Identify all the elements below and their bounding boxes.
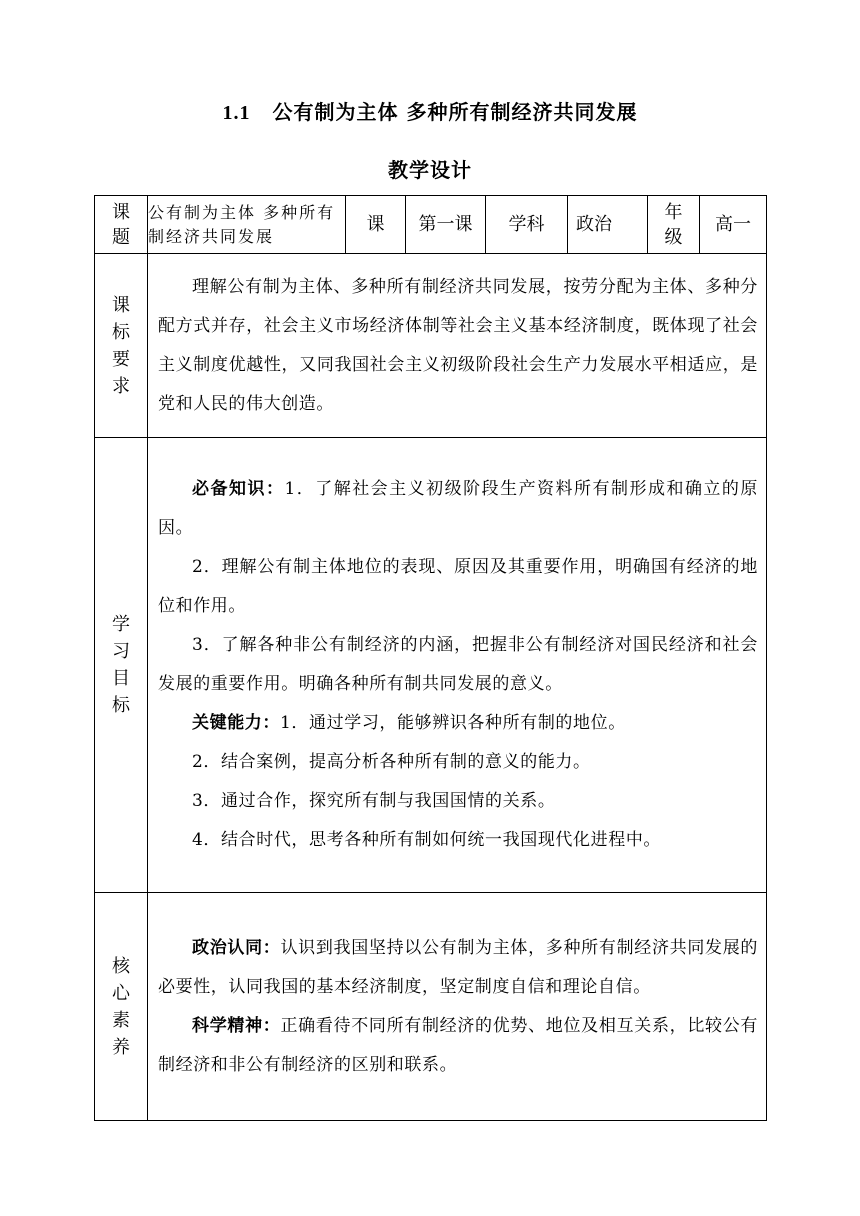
ability-item: 4．结合时代，思考各种所有制如何统一我国现代化进程中。 xyxy=(192,830,662,850)
ability-item: 3．通过合作，探究所有制与我国国情的关系。 xyxy=(192,791,556,811)
knowledge-item-text: 1．了解社会主义初级阶段生产资料所有制形成和确立的原因。 xyxy=(158,479,759,538)
science-heading: 科学精神： xyxy=(192,1015,281,1036)
standard-label xyxy=(95,254,148,438)
core-label-char: 核 xyxy=(112,955,130,977)
goals-label-char: 习 xyxy=(112,641,130,662)
document-subtitle: 教学设计 xyxy=(388,158,472,182)
standard-label-char: 要 xyxy=(112,348,130,370)
topic-label: 课题 xyxy=(112,201,130,248)
core-label-char: 素 xyxy=(112,1009,130,1031)
lesson-plan-table xyxy=(94,195,767,1121)
standard-label-char: 求 xyxy=(112,375,130,397)
topic-label-cell xyxy=(95,196,148,254)
standard-label-char: 标 xyxy=(112,321,130,343)
standard-text: 理解公有制为主体、多种所有制经济共同发展，按劳分配为主体、多种分配方式并存，社会主义市场经济体制等社会主义基本经济制度，既体现了社会主义制度优越性，又同我国社会主义初级阶段社会生产力发展水平相适应，是党和人民的伟大创造。 xyxy=(158,276,758,414)
title-number: 1.1 xyxy=(222,102,251,124)
grade-value: 高一 xyxy=(700,196,767,254)
ability-item xyxy=(158,704,758,743)
science-paragraph xyxy=(158,1007,758,1085)
ability-heading: 关键能力： xyxy=(192,713,280,733)
knowledge-item: 2．理解公有制主体地位的表现、原因及其重要作用，明确国有经济的地位和作用。 xyxy=(158,557,758,616)
title-text: 公有制为主体 多种所有制经济共同发展 xyxy=(272,100,638,124)
goals-label-char: 学 xyxy=(112,614,130,635)
core-label-char: 心 xyxy=(112,982,130,1004)
goals-label-char: 标 xyxy=(112,695,130,716)
core-label-char: 养 xyxy=(112,1036,130,1058)
lesson-value: 第一课 xyxy=(406,196,486,254)
political-paragraph xyxy=(158,929,758,1007)
knowledge-item: 3．了解各种非公有制经济的内涵，把握非公有制经济对国民经济和社会发展的重要作用。明确各种所有制共同发展的意义。 xyxy=(158,635,758,694)
goals-content xyxy=(148,438,767,893)
subject-value: 政治 xyxy=(568,196,648,254)
political-text: 认识到我国坚持以公有制为主体，多种所有制经济共同发展的必要性，认同我国的基本经济制度，坚定制度自信和理论自信。 xyxy=(158,937,758,997)
grade-label: 年级 xyxy=(664,201,683,248)
subject-label: 学科 xyxy=(486,196,568,254)
goals-row xyxy=(95,438,767,893)
ability-item-text: 1．通过学习，能够辨识各种所有制的地位。 xyxy=(280,713,626,733)
core-row xyxy=(95,893,767,1121)
document-title xyxy=(0,96,860,125)
standard-row xyxy=(95,254,767,438)
standard-content xyxy=(148,254,767,438)
goals-label-char: 目 xyxy=(112,668,130,689)
core-label xyxy=(95,893,148,1121)
header-row xyxy=(95,196,767,254)
core-content xyxy=(148,893,767,1121)
political-heading: 政治认同： xyxy=(192,937,281,958)
topic-value: 公有制为主体 多种所有制经济共同发展 xyxy=(148,196,346,254)
standard-label-char: 课 xyxy=(112,294,130,316)
science-text: 正确看待不同所有制经济的优势、地位及相互关系，比较公有制经济和非公有制经济的区别和联系。 xyxy=(158,1015,758,1075)
grade-label-cell xyxy=(648,196,700,254)
knowledge-item xyxy=(158,470,758,548)
knowledge-heading: 必备知识： xyxy=(192,479,285,499)
goals-label xyxy=(95,438,148,893)
lesson-label: 课 xyxy=(346,196,406,254)
ability-item: 2．结合案例，提高分析各种所有制的意义的能力。 xyxy=(192,752,591,772)
